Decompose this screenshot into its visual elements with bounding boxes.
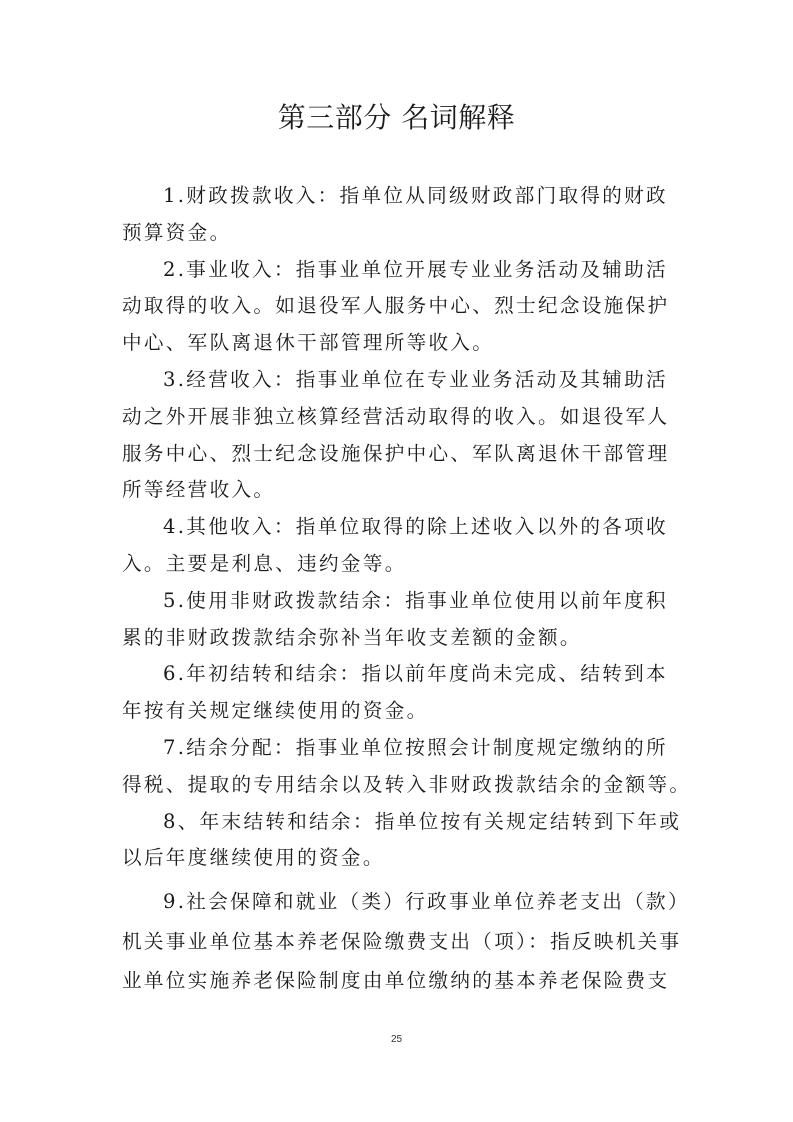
definition-7-line-1: 7.结余分配：指事业单位按照会计制度规定缴纳的所: [163, 735, 668, 759]
definitions-body: [122, 178, 692, 877]
definition-1-line-1: 1.财政拨款收入：指单位从同级财政部门取得的财政: [163, 184, 668, 207]
definition-6-line-1: 6.年初结转和结余：指以前年度尚未完成、结转到本: [163, 662, 668, 686]
definition-9-line-1: 9.社会保障和就业（类）行政事业单位养老支出（款）: [163, 890, 690, 913]
definition-1-line-2: 预算资金。: [122, 220, 232, 244]
definition-6-line-2: 年按有关规定继续使用的资金。: [122, 699, 429, 723]
definition-3-line-1: 3.经营收入：指事业单位在专业业务活动及其辅助活: [163, 367, 668, 391]
definition-5-line-2: 累的非财政拨款结余弥补当年收支差额的金额。: [122, 625, 582, 649]
definition-2-line-1: 2.事业收入：指事业单位开展专业业务活动及辅助活: [163, 257, 668, 281]
definition-2-line-3: 中心、军队离退休干部管理所等收入。: [122, 331, 495, 355]
definition-9-line-2: 机关事业单位基本养老保险缴费支出（项）：指反映机关事: [122, 929, 682, 953]
definition-4-line-2: 入。主要是利息、违约金等。: [122, 551, 407, 575]
definition-8-line-1: 8、年末结转和结余：指单位按有关规定结转到下年或: [163, 809, 682, 833]
definition-5-line-1: 5.使用非财政拨款结余：指事业单位使用以前年度积: [163, 588, 668, 612]
definition-9-line-3: 业单位实施养老保险制度由单位缴纳的基本养老保险费支: [122, 969, 670, 992]
definition-4-line-1: 4.其他收入：指单位取得的除上述收入以外的各项收: [163, 515, 668, 539]
page-title: 第三部分 名词解释: [277, 101, 516, 134]
definition-8-line-2: 以后年度继续使用的资金。: [122, 846, 385, 870]
page-number: 25: [390, 1034, 403, 1045]
definition-9-body: [122, 882, 690, 1001]
definition-3-line-2: 动之外开展非独立核算经营活动取得的收入。如退役军人: [122, 404, 670, 428]
definition-7-line-2: 得税、提取的专用结余以及转入非财政拨款结余的金额等。: [122, 772, 692, 796]
definition-3-line-4: 所等经营收入。: [122, 478, 276, 502]
definition-2-line-2: 动取得的收入。如退役军人服务中心、烈士纪念设施保护: [122, 294, 670, 318]
definition-3-line-3: 服务中心、烈士纪念设施保护中心、军队离退休干部管理: [122, 441, 670, 465]
